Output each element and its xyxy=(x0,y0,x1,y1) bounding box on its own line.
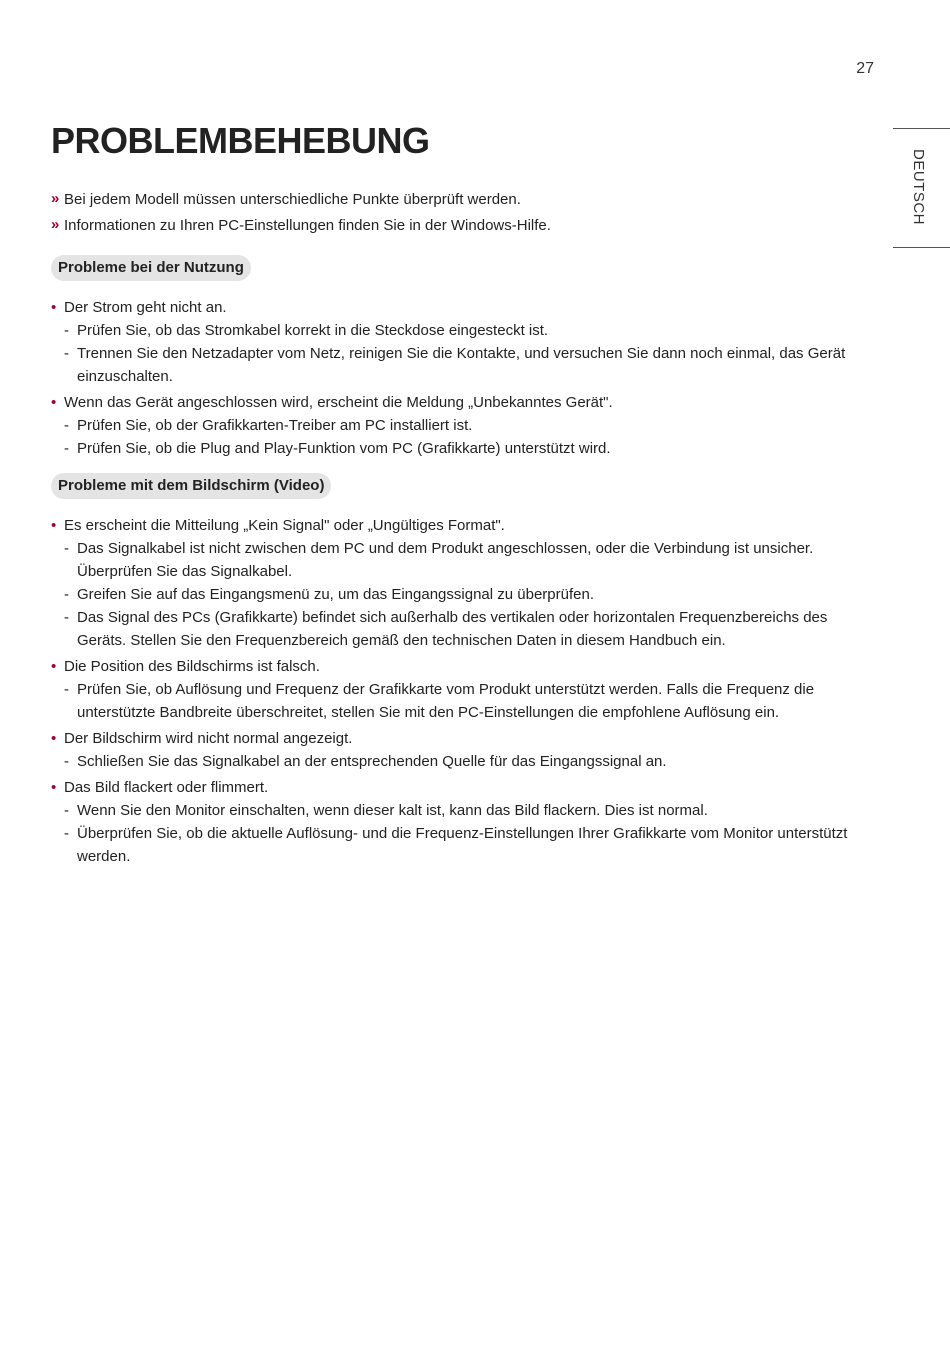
problem-text: Das Bild flackert oder flimmert. xyxy=(64,779,269,796)
section-screen-problems xyxy=(51,473,871,871)
dash-icon: - xyxy=(64,322,69,339)
solution-text: Trennen Sie den Netzadapter vom Netz, reinigen Sie die Kontakte, und versuchen Sie dann noch einmal, das Gerät einzuschalten. xyxy=(77,345,846,385)
bullet-icon: • xyxy=(51,779,57,796)
solution-list xyxy=(64,537,871,652)
solution-item xyxy=(64,822,871,868)
solution-item xyxy=(64,606,871,652)
solution-item xyxy=(64,414,871,437)
section-usage-problems xyxy=(51,255,871,463)
dash-icon: - xyxy=(64,417,69,434)
dash-icon: - xyxy=(64,825,69,842)
problem-text: Der Bildschirm wird nicht normal angezeigt. xyxy=(64,730,353,747)
problem-item xyxy=(51,296,871,388)
dash-icon: - xyxy=(64,753,69,770)
solution-item xyxy=(64,750,871,773)
solution-item xyxy=(64,678,871,724)
solution-text: Greifen Sie auf das Eingangsmenü zu, um das Eingangssignal zu überprüfen. xyxy=(77,586,594,603)
solution-item xyxy=(64,583,871,606)
language-tab-label: DEUTSCH xyxy=(910,149,927,226)
section-heading: Probleme bei der Nutzung xyxy=(51,255,251,281)
section-heading: Probleme mit dem Bildschirm (Video) xyxy=(51,473,331,499)
dash-icon: - xyxy=(64,345,69,362)
solution-item xyxy=(64,342,871,388)
problem-text: Es erscheint die Mitteilung „Kein Signal" oder „Ungültiges Format". xyxy=(64,517,505,534)
intro-note xyxy=(51,213,871,239)
solution-text: Wenn Sie den Monitor einschalten, wenn dieser kalt ist, kann das Bild flackern. Dies ist normal. xyxy=(77,802,708,819)
solution-text: Prüfen Sie, ob die Plug and Play-Funktion vom PC (Grafikkarte) unterstützt wird. xyxy=(77,440,611,457)
bullet-icon: • xyxy=(51,730,57,747)
dash-icon: - xyxy=(64,802,69,819)
problem-list xyxy=(51,296,871,460)
language-tab xyxy=(893,128,950,248)
solution-list xyxy=(64,799,871,868)
page-number: 27 xyxy=(856,60,874,77)
solution-text: Schließen Sie das Signalkabel an der entsprechenden Quelle für das Eingangssignal an. xyxy=(77,753,667,770)
dash-icon: - xyxy=(64,440,69,457)
bullet-icon: • xyxy=(51,517,57,534)
problem-text: Der Strom geht nicht an. xyxy=(64,299,227,316)
problem-item xyxy=(51,514,871,652)
solution-text: Überprüfen Sie, ob die aktuelle Auflösung- und die Frequenz-Einstellungen Ihrer Grafikkarte vom Monitor unterstützt werden. xyxy=(77,825,848,865)
problem-text: Wenn das Gerät angeschlossen wird, erscheint die Meldung „Unbekanntes Gerät". xyxy=(64,394,613,411)
intro-note xyxy=(51,187,871,213)
problem-item xyxy=(51,391,871,460)
page-title: PROBLEMBEHEBUNG xyxy=(51,120,430,161)
solution-item xyxy=(64,437,871,460)
solution-list xyxy=(64,678,871,724)
solution-item xyxy=(64,319,871,342)
double-chevron-icon: » xyxy=(51,190,60,207)
dash-icon: - xyxy=(64,586,69,603)
solution-text: Prüfen Sie, ob Auflösung und Frequenz der Grafikkarte vom Produkt unterstützt werden. Falls die Frequenz die unterstützte Bandbreite überschreitet, stellen Sie mit den PC-Einstellungen die empfohlene Auflösung ein. xyxy=(77,681,815,721)
solution-text: Prüfen Sie, ob der Grafikkarten-Treiber am PC installiert ist. xyxy=(77,417,473,434)
intro-note-text: Informationen zu Ihren PC-Einstellungen finden Sie in der Windows-Hilfe. xyxy=(64,217,551,234)
dash-icon: - xyxy=(64,609,69,626)
bullet-icon: • xyxy=(51,394,57,411)
solution-list xyxy=(64,750,871,773)
solution-text: Das Signalkabel ist nicht zwischen dem PC und dem Produkt angeschlossen, oder die Verbindung ist unsicher. Überprüfen Sie das Signalkabel. xyxy=(77,540,814,580)
solution-item xyxy=(64,799,871,822)
problem-list xyxy=(51,514,871,868)
problem-item xyxy=(51,776,871,868)
problem-item xyxy=(51,655,871,724)
solution-text: Das Signal des PCs (Grafikkarte) befindet sich außerhalb des vertikalen oder horizontalen Frequenzbereichs des Geräts. Stellen Sie den Frequenzbereich gemäß den technischen Daten in diesem Handbuch ein. xyxy=(77,609,828,649)
dash-icon: - xyxy=(64,540,69,557)
problem-item xyxy=(51,727,871,773)
solution-item xyxy=(64,537,871,583)
bullet-icon: • xyxy=(51,299,57,316)
intro-notes xyxy=(51,187,871,239)
dash-icon: - xyxy=(64,681,69,698)
problem-text: Die Position des Bildschirms ist falsch. xyxy=(64,658,320,675)
double-chevron-icon: » xyxy=(51,216,60,233)
intro-note-text: Bei jedem Modell müssen unterschiedliche Punkte überprüft werden. xyxy=(64,191,521,208)
solution-text: Prüfen Sie, ob das Stromkabel korrekt in die Steckdose eingesteckt ist. xyxy=(77,322,549,339)
solution-list xyxy=(64,319,871,388)
bullet-icon: • xyxy=(51,658,57,675)
solution-list xyxy=(64,414,871,460)
